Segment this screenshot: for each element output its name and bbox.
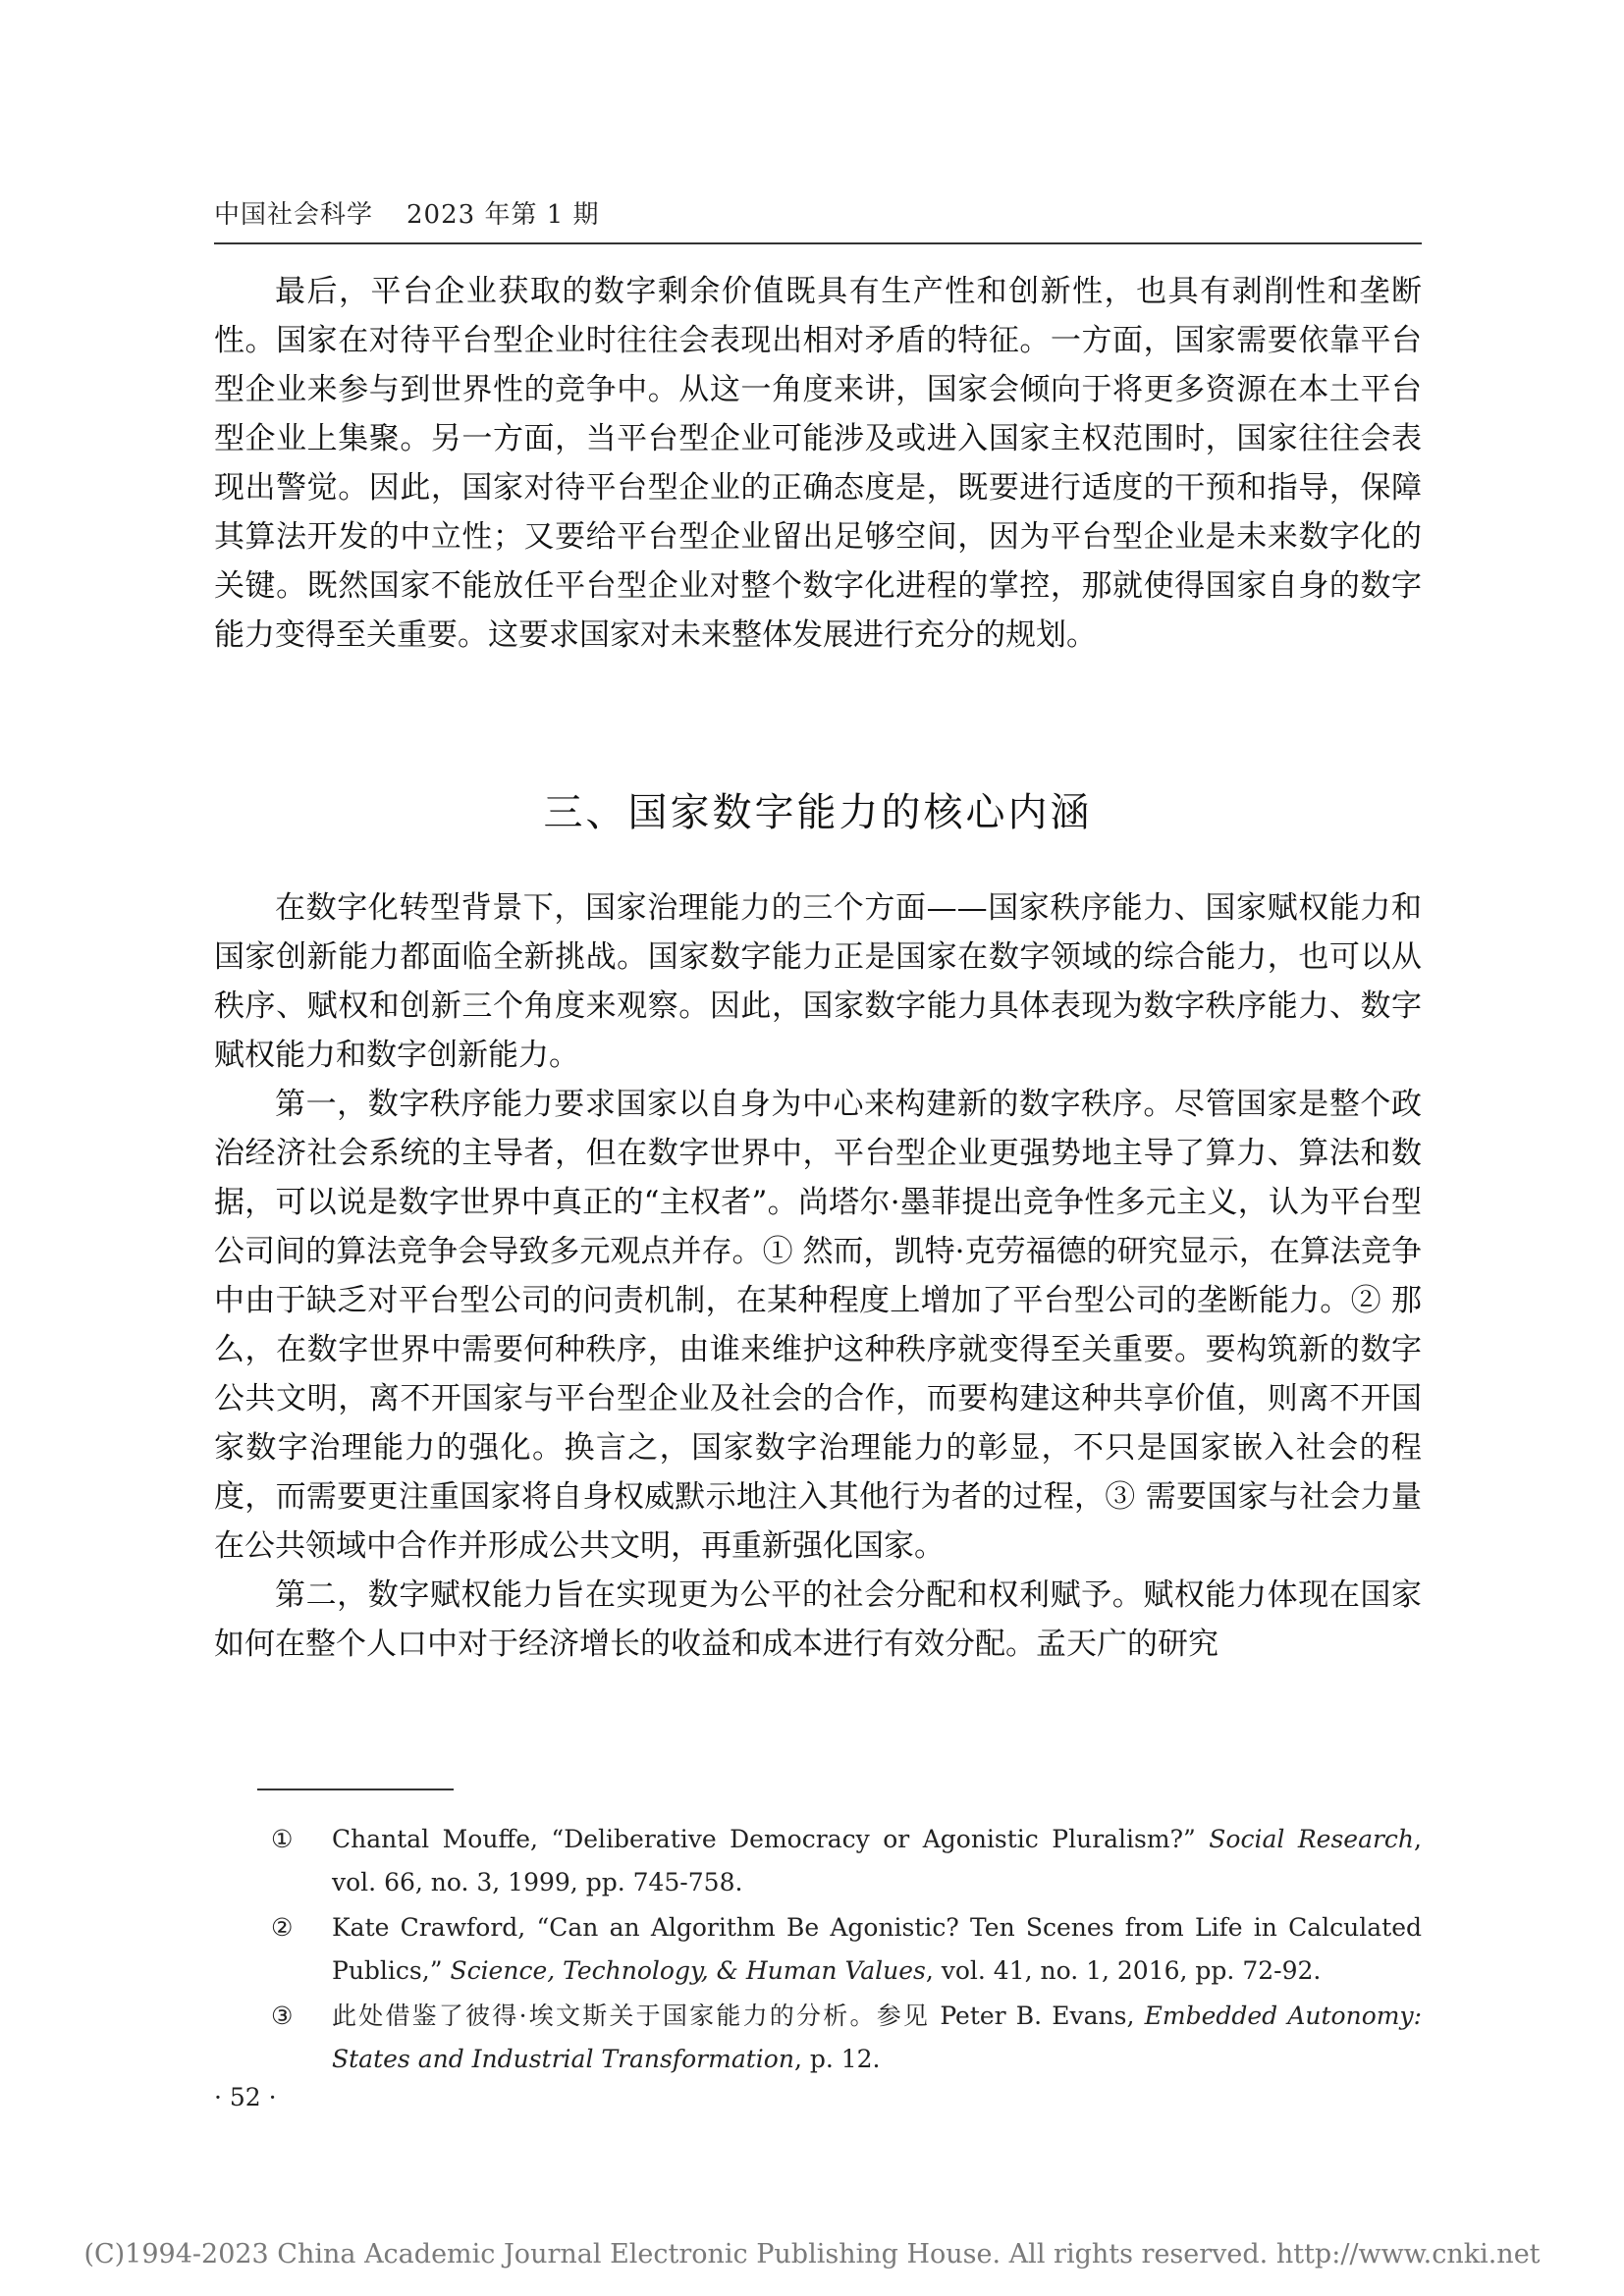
footnote bbox=[271, 1906, 1422, 1993]
footnote bbox=[271, 1818, 1422, 1904]
footnote-italic: Science, Technology, & Human Values bbox=[450, 1956, 926, 1985]
footnote-rest: , vol. 41, no. 1, 2016, pp. 72-92. bbox=[925, 1956, 1322, 1985]
footnote-mark: ③ bbox=[271, 2002, 294, 2030]
footnote-text bbox=[332, 1818, 1422, 1904]
issue-label: 2023 年第 1 期 bbox=[406, 200, 600, 230]
copyright-footer: (C)1994-2023 China Academic Journal Electronic Publishing House. All rights reserved. http://www.cnki.net bbox=[83, 2239, 1541, 2269]
footnote-text bbox=[332, 1995, 1422, 2081]
footnote bbox=[271, 1995, 1422, 2081]
footnote-plain: Kate Crawford, “Can an Algorithm Be Agonistic? Ten Scenes from Life in Calculated Publics,” bbox=[332, 1913, 1422, 1985]
body-text-main bbox=[214, 883, 1422, 1669]
footnote-text bbox=[332, 1906, 1422, 1993]
header-rule bbox=[214, 242, 1422, 244]
footnote-mark: ① bbox=[271, 1825, 294, 1853]
paragraph: 在数字化转型背景下，国家治理能力的三个方面——国家秩序能力、国家赋权能力和国家创新能力都面临全新挑战。国家数字能力正是国家在数字领域的综合能力，也可以从秩序、赋权和创新三个角度来观察。因此，国家数字能力具体表现为数字秩序能力、数字赋权能力和数字创新能力。 bbox=[214, 890, 1422, 1073]
paragraph: 第二，数字赋权能力旨在实现更为公平的社会分配和权利赋予。赋权能力体现在国家如何在整个人口中对于经济增长的收益和成本进行有效分配。孟天广的研究 bbox=[214, 1577, 1422, 1662]
paragraph: 第一，数字秩序能力要求国家以自身为中心来构建新的数字秩序。尽管国家是整个政治经济社会系统的主导者，但在数字世界中，平台型企业更强势地主导了算力、算法和数据，可以说是数字世界中真正的“主权者”。尚塔尔·墨菲提出竞争性多元主义，认为平台型公司间的算法竞争会导致多元观点并存。① 然而，凯特·克劳福德的研究显示，在算法竞争中由于缺乏对平台型公司的问责机制，在某种程度上增加了平台型公司的垄断能力。② 那么，在数字世界中需要何种秩序，由谁来维护这种秩序就变得至关重要。要构筑新的数字公共文明，离不开国家与平台型企业及社会的合作，而要构建这种共享价值，则离不开国家数字治理能力的强化。换言之，国家数字治理能力的彰显，不只是国家嵌入社会的程度，而需要更注重国家将自身权威默示地注入其他行为者的过程，③ 需要国家与社会力量在公共领域中合作并形成公共文明，再重新强化国家。 bbox=[214, 1087, 1422, 1564]
page-number: · 52 · bbox=[214, 2083, 277, 2111]
footnote-rule bbox=[257, 1789, 454, 1790]
section-heading: 三、国家数字能力的核心内涵 bbox=[543, 790, 1093, 835]
footnotes bbox=[271, 1818, 1422, 2083]
footnote-mark: ② bbox=[271, 1913, 294, 1942]
footnote-plain: 此处借鉴了彼得·埃文斯关于国家能力的分析。参见 Peter B. Evans, bbox=[332, 2002, 1145, 2030]
footnote-italic: Social Research bbox=[1209, 1825, 1415, 1853]
running-header bbox=[214, 194, 1422, 231]
paragraph: 最后，平台企业获取的数字剩余价值既具有生产性和创新性，也具有剥削性和垄断性。国家在对待平台型企业时往往会表现出相对矛盾的特征。一方面，国家需要依靠平台型企业来参与到世界性的竞争中。从这一角度来讲，国家会倾向于将更多资源在本土平台型企业上集聚。另一方面，当平台型企业可能涉及或进入国家主权范围时，国家往往会表现出警觉。因此，国家对待平台型企业的正确态度是，既要进行适度的干预和指导，保障其算法开发的中立性；又要给平台型企业留出足够空间，因为平台型企业是未来数字化的关键。既然国家不能放任平台型企业对整个数字化进程的掌控，那就使得国家自身的数字能力变得至关重要。这要求国家对未来整体发展进行充分的规划。 bbox=[214, 274, 1422, 653]
body-text-top bbox=[214, 267, 1422, 660]
footnote-rest: , vol. 66, no. 3, 1999, pp. 745-758. bbox=[332, 1825, 1422, 1896]
footnote-plain: Chantal Mouffe, “Deliberative Democracy or Agonistic Pluralism?” bbox=[332, 1825, 1210, 1853]
journal-title: 中国社会科学 bbox=[214, 200, 374, 230]
footnote-rest: , p. 12. bbox=[793, 2045, 881, 2073]
footnote-italic: Embedded Autonomy: States and Industrial Transformation bbox=[332, 2002, 1422, 2073]
